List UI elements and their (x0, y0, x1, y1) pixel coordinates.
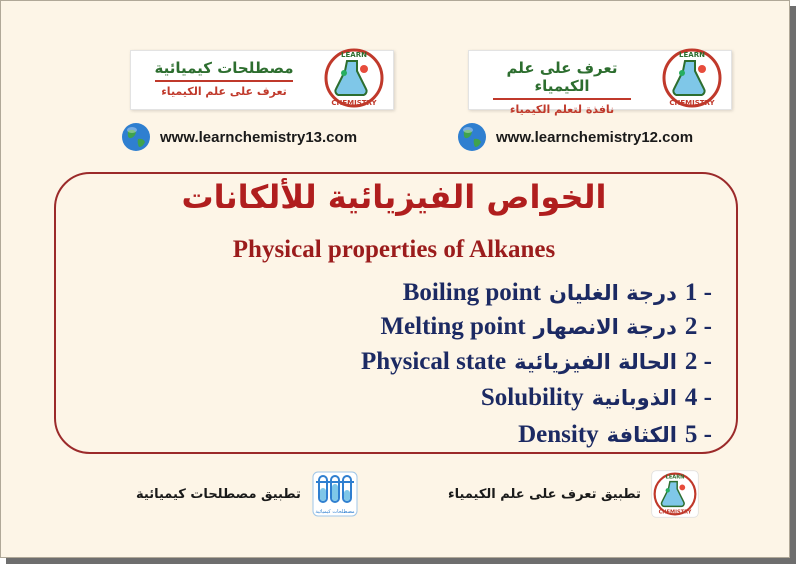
property-number: 2 - (684, 313, 712, 340)
property-english: Melting point (380, 313, 526, 340)
test-tubes-icon (311, 470, 359, 518)
left-website-url: www.learnchemistry13.com (160, 128, 358, 146)
right-banner-text (487, 59, 637, 116)
property-number: 2 - (684, 348, 712, 375)
left-banner-line2: تعرف على علم الكيمياء (161, 85, 287, 98)
property-arabic: الذوبانية (591, 386, 677, 410)
property-english: Density (518, 421, 599, 448)
property-arabic: الكثافة (606, 423, 677, 447)
property-item (481, 381, 712, 415)
right-logo-banner[interactable] (468, 50, 732, 116)
svg-text:CHEMISTRY: CHEMISTRY (331, 99, 377, 107)
right-banner-divider (493, 98, 631, 100)
svg-text:LEARN: LEARN (341, 51, 367, 59)
right-banner-line2: نافذة لتعلم الكيمياء (509, 103, 615, 116)
property-number: 1 - (684, 279, 712, 306)
property-item (380, 310, 712, 344)
property-number: 4 - (684, 384, 712, 411)
property-english: Boiling point (402, 279, 541, 306)
property-arabic: درجة الانصهار (533, 315, 677, 339)
left-banner-line1: مصطلحات كيميائية (154, 59, 294, 77)
globe-icon (456, 121, 488, 153)
left-app-link[interactable] (136, 470, 359, 518)
property-arabic: الحالة الفيزيائية (514, 350, 677, 374)
title-arabic: الخواص الفيزيائية للألكانات (181, 178, 607, 216)
left-banner-text (149, 59, 299, 98)
right-app-link[interactable] (448, 470, 699, 518)
learn-chemistry-badge-icon (651, 470, 699, 518)
property-english: Physical state (360, 348, 507, 375)
property-english: Solubility (480, 384, 584, 411)
right-app-label: تطبيق تعرف على علم الكيمياء (448, 486, 641, 502)
right-banner-line1: تعرف على علم الكيمياء (506, 59, 618, 95)
globe-icon (120, 121, 152, 153)
property-arabic: درجة الغليان (548, 281, 677, 305)
property-item (361, 345, 712, 379)
left-banner-divider (155, 80, 293, 82)
svg-text:CHEMISTRY: CHEMISTRY (658, 509, 692, 516)
svg-text:LEARN: LEARN (665, 474, 685, 481)
svg-text:CHEMISTRY: CHEMISTRY (669, 99, 715, 107)
property-number: 5 - (684, 421, 712, 448)
svg-text:مصطلحات كيميائية: مصطلحات كيميائية (315, 509, 355, 515)
left-app-label: تطبيق مصطلحات كيميائية (136, 486, 301, 502)
title-english: Physical properties of Alkanes (232, 236, 556, 263)
learn-chemistry-badge-icon (659, 45, 725, 111)
property-item (403, 276, 712, 310)
svg-text:LEARN: LEARN (679, 51, 705, 59)
right-website-link[interactable] (456, 120, 693, 154)
right-website-url: www.learnchemistry12.com (496, 128, 694, 146)
left-website-link[interactable] (120, 120, 357, 154)
learn-chemistry-badge-icon (321, 45, 387, 111)
left-logo-banner[interactable] (130, 50, 394, 110)
property-item (518, 418, 712, 452)
